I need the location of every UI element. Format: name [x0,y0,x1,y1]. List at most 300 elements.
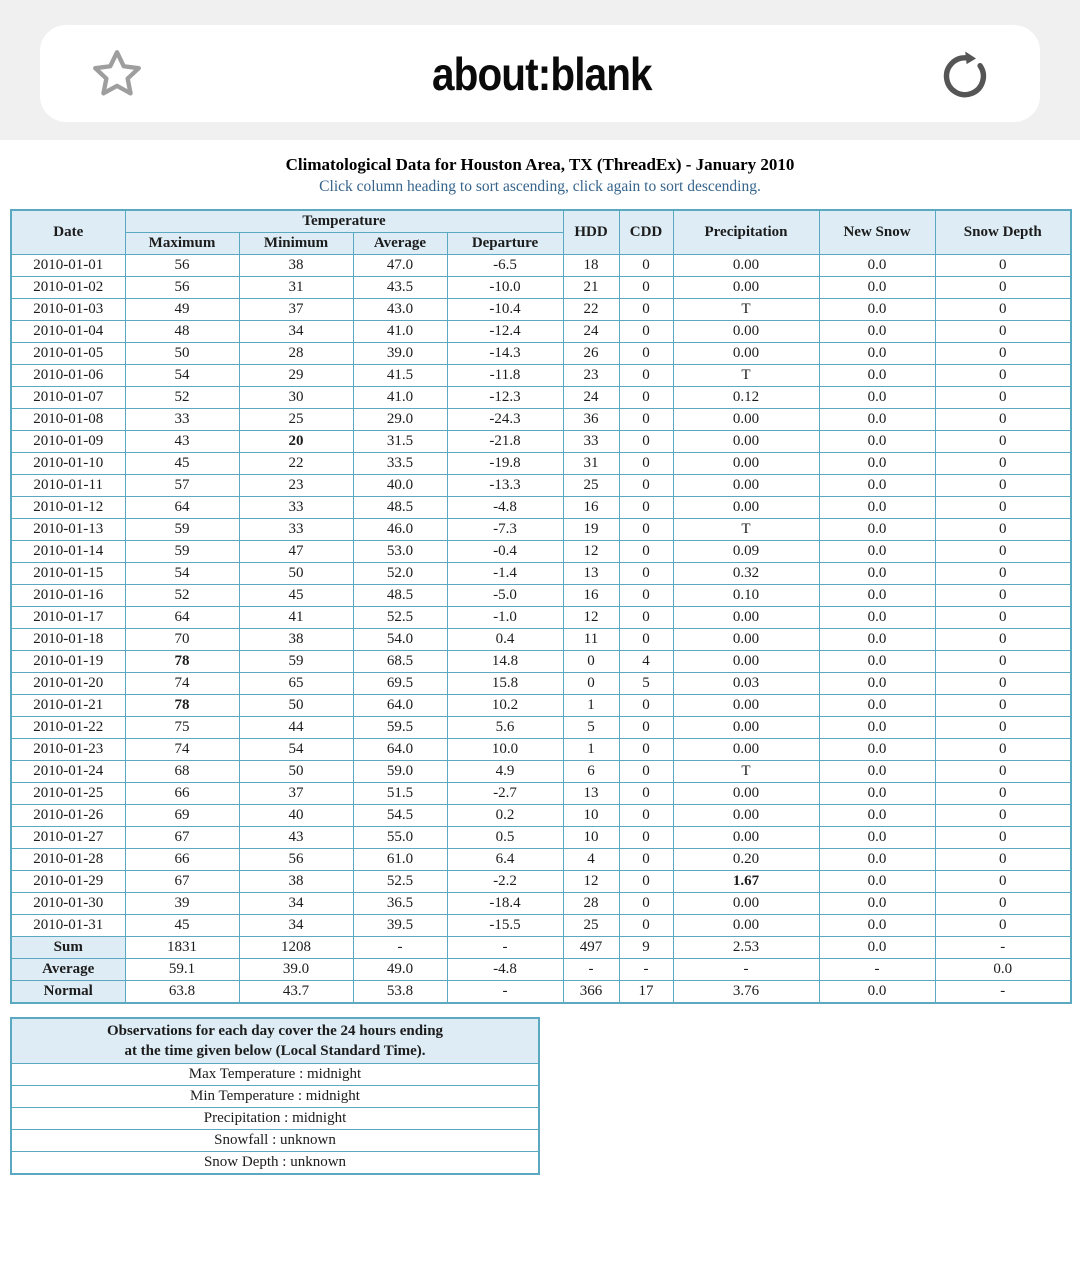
cell-precipitation: 0.00 [673,431,819,453]
cell-hdd: 0 [563,673,619,695]
cell-maximum: 70 [125,629,239,651]
table-row [11,255,1071,277]
cell-maximum: 52 [125,585,239,607]
cell-new-snow: 0.0 [819,981,935,1004]
cell-cdd: 0 [619,563,673,585]
cell-average: 55.0 [353,827,447,849]
cell-maximum: 75 [125,717,239,739]
cell-new-snow: 0.0 [819,893,935,915]
cell-hdd: 4 [563,849,619,871]
col-header-minimum[interactable]: Minimum [239,233,353,255]
cell-snow-depth: 0 [935,585,1071,607]
cell-hdd: 10 [563,827,619,849]
table-row [11,805,1071,827]
cell-maximum: 74 [125,739,239,761]
cell-average: 53.0 [353,541,447,563]
cell-hdd: 28 [563,893,619,915]
table-row [11,453,1071,475]
cell-average: 52.5 [353,871,447,893]
cell-snow-depth: - [935,937,1071,959]
cell-date: 2010-01-17 [11,607,125,629]
table-row [11,541,1071,563]
cell-average: 31.5 [353,431,447,453]
cell-minimum: 45 [239,585,353,607]
cell-departure: -4.8 [447,497,563,519]
cell-date: 2010-01-30 [11,893,125,915]
cell-maximum: 66 [125,783,239,805]
col-header-hdd[interactable]: HDD [563,210,619,255]
cell-maximum: 59.1 [125,959,239,981]
cell-minimum: 37 [239,299,353,321]
cell-precipitation: 0.10 [673,585,819,607]
cell-precipitation: 2.53 [673,937,819,959]
cell-snow-depth: 0 [935,563,1071,585]
cell-maximum: 43 [125,431,239,453]
cell-maximum: 57 [125,475,239,497]
cell-cdd: 0 [619,585,673,607]
cell-new-snow: 0.0 [819,343,935,365]
cell-cdd: 0 [619,541,673,563]
cell-departure: -10.4 [447,299,563,321]
cell-date: 2010-01-18 [11,629,125,651]
cell-maximum: 59 [125,541,239,563]
cell-new-snow: 0.0 [819,651,935,673]
cell-minimum: 38 [239,255,353,277]
cell-snow-depth: 0 [935,541,1071,563]
observation-row [11,1152,539,1175]
cell-precipitation: 0.00 [673,805,819,827]
observations-body [11,1064,539,1175]
cell-snow-depth: 0 [935,431,1071,453]
cell-departure: -13.3 [447,475,563,497]
cell-departure: - [447,937,563,959]
observation-value: Snowfall : unknown [11,1130,539,1152]
cell-new-snow: 0.0 [819,541,935,563]
cell-departure: -7.3 [447,519,563,541]
table-row [11,387,1071,409]
cell-departure: 4.9 [447,761,563,783]
cell-snow-depth: 0 [935,871,1071,893]
cell-hdd: 25 [563,475,619,497]
cell-maximum: 56 [125,277,239,299]
summary-label: Average [11,959,125,981]
cell-precipitation: 0.00 [673,607,819,629]
cell-snow-depth: 0 [935,321,1071,343]
cell-date: 2010-01-16 [11,585,125,607]
cell-departure: -12.3 [447,387,563,409]
cell-minimum: 33 [239,497,353,519]
col-header-cdd[interactable]: CDD [619,210,673,255]
cell-precipitation: 1.67 [673,871,819,893]
cell-minimum: 37 [239,783,353,805]
cell-precipitation: 0.00 [673,277,819,299]
refresh-icon[interactable] [938,47,992,101]
cell-average: 39.5 [353,915,447,937]
cell-new-snow: 0.0 [819,409,935,431]
cell-new-snow: 0.0 [819,629,935,651]
cell-new-snow: 0.0 [819,783,935,805]
table-body [11,255,1071,937]
cell-departure: -4.8 [447,959,563,981]
cell-cdd: 0 [619,409,673,431]
cell-precipitation: 0.20 [673,849,819,871]
cell-minimum: 25 [239,409,353,431]
cell-snow-depth: 0 [935,387,1071,409]
address-bar[interactable] [40,25,1040,122]
observations-header-line1: Observations for each day cover the 24 hours ending [106,1023,444,1039]
cell-date: 2010-01-26 [11,805,125,827]
cell-cdd: 0 [619,805,673,827]
cell-minimum: 22 [239,453,353,475]
cell-maximum: 50 [125,343,239,365]
table-row [11,827,1071,849]
cell-snow-depth: 0 [935,717,1071,739]
summary-row [11,981,1071,1004]
cell-snow-depth: 0.0 [935,959,1071,981]
cell-departure: 6.4 [447,849,563,871]
cell-hdd: 11 [563,629,619,651]
cell-precipitation: 0.00 [673,343,819,365]
cell-hdd: 31 [563,453,619,475]
col-header-new-snow[interactable]: New Snow [819,210,935,255]
cell-minimum: 34 [239,893,353,915]
observation-value: Precipitation : midnight [11,1108,539,1130]
cell-date: 2010-01-23 [11,739,125,761]
cell-new-snow: 0.0 [819,519,935,541]
cell-date: 2010-01-28 [11,849,125,871]
table-header [11,210,1071,255]
cell-hdd: 26 [563,343,619,365]
table-row [11,563,1071,585]
cell-cdd: 0 [619,607,673,629]
cell-precipitation: 0.00 [673,695,819,717]
cell-new-snow: 0.0 [819,937,935,959]
cell-snow-depth: 0 [935,497,1071,519]
cell-cdd: 0 [619,849,673,871]
summary-label: Normal [11,981,125,1004]
cell-average: 59.0 [353,761,447,783]
cell-departure: -12.4 [447,321,563,343]
cell-date: 2010-01-07 [11,387,125,409]
cell-maximum: 54 [125,563,239,585]
col-header-maximum[interactable]: Maximum [125,233,239,255]
cell-snow-depth: 0 [935,299,1071,321]
cell-new-snow: 0.0 [819,255,935,277]
cell-hdd: 21 [563,277,619,299]
cell-minimum: 54 [239,739,353,761]
cell-new-snow: 0.0 [819,277,935,299]
cell-average: 52.0 [353,563,447,585]
table-row [11,519,1071,541]
cell-snow-depth: 0 [935,519,1071,541]
cell-date: 2010-01-02 [11,277,125,299]
cell-minimum: 38 [239,871,353,893]
cell-date: 2010-01-31 [11,915,125,937]
cell-cdd: 5 [619,673,673,695]
cell-snow-depth: 0 [935,673,1071,695]
cell-precipitation: 0.00 [673,717,819,739]
cell-precipitation: 0.00 [673,783,819,805]
cell-new-snow: 0.0 [819,585,935,607]
cell-hdd: 33 [563,431,619,453]
col-header-precipitation[interactable]: Precipitation [673,210,819,255]
cell-minimum: 33 [239,519,353,541]
cell-average: 48.5 [353,497,447,519]
cell-precipitation: 0.00 [673,497,819,519]
cell-date: 2010-01-10 [11,453,125,475]
cell-departure: -0.4 [447,541,563,563]
cell-minimum: 28 [239,343,353,365]
col-header-average[interactable]: Average [353,233,447,255]
table-row [11,299,1071,321]
cell-cdd: 9 [619,937,673,959]
cell-snow-depth: 0 [935,409,1071,431]
cell-maximum: 74 [125,673,239,695]
cell-date: 2010-01-22 [11,717,125,739]
cell-snow-depth: 0 [935,651,1071,673]
col-header-snow-depth[interactable]: Snow Depth [935,210,1071,255]
cell-snow-depth: - [935,981,1071,1004]
cell-precipitation: 0.00 [673,409,819,431]
cell-new-snow: 0.0 [819,805,935,827]
cell-minimum: 44 [239,717,353,739]
cell-precipitation: 0.00 [673,651,819,673]
page-content [0,155,1080,1175]
cell-departure: 0.2 [447,805,563,827]
browser-chrome [0,0,1080,140]
cell-date: 2010-01-15 [11,563,125,585]
cell-departure: -1.4 [447,563,563,585]
cell-precipitation: 0.32 [673,563,819,585]
cell-departure: -11.8 [447,365,563,387]
cell-average: 33.5 [353,453,447,475]
cell-precipitation: T [673,299,819,321]
cell-date: 2010-01-06 [11,365,125,387]
cell-snow-depth: 0 [935,277,1071,299]
cell-departure: -2.7 [447,783,563,805]
summary-row [11,937,1071,959]
cell-cdd: 0 [619,915,673,937]
cell-average: 68.5 [353,651,447,673]
cell-average: 40.0 [353,475,447,497]
cell-average: 51.5 [353,783,447,805]
cell-precipitation: 0.00 [673,739,819,761]
observation-row [11,1130,539,1152]
cell-cdd: 0 [619,739,673,761]
col-group-temperature[interactable]: Temperature [125,210,563,233]
cell-average: 41.0 [353,387,447,409]
cell-maximum: 39 [125,893,239,915]
cell-new-snow: 0.0 [819,717,935,739]
cell-average: 36.5 [353,893,447,915]
cell-minimum: 43 [239,827,353,849]
cell-hdd: 366 [563,981,619,1004]
cell-minimum: 47 [239,541,353,563]
cell-snow-depth: 0 [935,739,1071,761]
cell-maximum: 45 [125,915,239,937]
cell-average: 54.5 [353,805,447,827]
cell-minimum: 50 [239,761,353,783]
cell-hdd: 0 [563,651,619,673]
cell-maximum: 33 [125,409,239,431]
cell-minimum: 41 [239,607,353,629]
cell-departure: -2.2 [447,871,563,893]
cell-maximum: 63.8 [125,981,239,1004]
cell-snow-depth: 0 [935,849,1071,871]
observation-row [11,1086,539,1108]
cell-average: 47.0 [353,255,447,277]
cell-average: 39.0 [353,343,447,365]
sort-instructions: Click column heading to sort ascending, click again to sort descending. [319,178,761,195]
table-row [11,695,1071,717]
cell-snow-depth: 0 [935,629,1071,651]
cell-average: 64.0 [353,695,447,717]
cell-new-snow: 0.0 [819,475,935,497]
cell-date: 2010-01-09 [11,431,125,453]
cell-maximum: 67 [125,827,239,849]
cell-cdd: 0 [619,717,673,739]
cell-maximum: 49 [125,299,239,321]
cell-snow-depth: 0 [935,761,1071,783]
cell-cdd: 0 [619,519,673,541]
cell-hdd: 36 [563,409,619,431]
cell-snow-depth: 0 [935,695,1071,717]
cell-cdd: 0 [619,761,673,783]
cell-cdd: 0 [619,629,673,651]
cell-departure: 10.2 [447,695,563,717]
table-row [11,893,1071,915]
cell-hdd: 25 [563,915,619,937]
cell-hdd: 12 [563,541,619,563]
cell-date: 2010-01-20 [11,673,125,695]
cell-hdd: 16 [563,585,619,607]
cell-cdd: 0 [619,827,673,849]
cell-precipitation: 0.12 [673,387,819,409]
table-summary [11,937,1071,1004]
cell-hdd: 6 [563,761,619,783]
cell-minimum: 40 [239,805,353,827]
cell-departure: -5.0 [447,585,563,607]
cell-date: 2010-01-03 [11,299,125,321]
observation-row [11,1064,539,1086]
cell-maximum: 78 [125,695,239,717]
table-row [11,673,1071,695]
cell-cdd: 0 [619,255,673,277]
cell-precipitation: 0.00 [673,453,819,475]
cell-cdd: 0 [619,893,673,915]
cell-hdd: 5 [563,717,619,739]
table-row [11,277,1071,299]
cell-maximum: 45 [125,453,239,475]
cell-precipitation: 3.76 [673,981,819,1004]
cell-cdd: 0 [619,431,673,453]
cell-departure: -14.3 [447,343,563,365]
cell-precipitation: T [673,519,819,541]
cell-snow-depth: 0 [935,255,1071,277]
cell-cdd: 0 [619,783,673,805]
cell-snow-depth: 0 [935,805,1071,827]
table-row [11,849,1071,871]
cell-average: 61.0 [353,849,447,871]
cell-departure: -6.5 [447,255,563,277]
cell-precipitation: T [673,761,819,783]
cell-departure: -19.8 [447,453,563,475]
cell-maximum: 52 [125,387,239,409]
page-title: Climatological Data for Houston Area, TX (ThreadEx) - January 2010 [285,155,795,174]
cell-average: 64.0 [353,739,447,761]
cell-departure: -15.5 [447,915,563,937]
observations-header-line2: at the time given below (Local Standard Time). [124,1043,426,1059]
cell-minimum: 34 [239,321,353,343]
url-text[interactable]: about:blank [432,47,652,100]
cell-new-snow: 0.0 [819,871,935,893]
cell-precipitation: T [673,365,819,387]
cell-minimum: 38 [239,629,353,651]
cell-precipitation: - [673,959,819,981]
cell-minimum: 59 [239,651,353,673]
cell-minimum: 29 [239,365,353,387]
col-header-date[interactable]: Date [11,210,125,255]
cell-date: 2010-01-13 [11,519,125,541]
cell-new-snow: 0.0 [819,827,935,849]
cell-departure: 0.5 [447,827,563,849]
table-row [11,409,1071,431]
table-row [11,497,1071,519]
table-row [11,607,1071,629]
cell-date: 2010-01-05 [11,343,125,365]
cell-minimum: 31 [239,277,353,299]
bookmark-star-icon[interactable] [88,45,146,103]
cell-new-snow: 0.0 [819,915,935,937]
cell-new-snow: 0.0 [819,563,935,585]
table-row [11,629,1071,651]
cell-date: 2010-01-25 [11,783,125,805]
cell-minimum: 39.0 [239,959,353,981]
table-row [11,739,1071,761]
cell-hdd: 22 [563,299,619,321]
col-header-departure[interactable]: Departure [447,233,563,255]
cell-precipitation: 0.00 [673,321,819,343]
cell-departure: 5.6 [447,717,563,739]
table-row [11,915,1071,937]
cell-cdd: 0 [619,497,673,519]
cell-minimum: 65 [239,673,353,695]
cell-minimum: 1208 [239,937,353,959]
cell-precipitation: 0.00 [673,475,819,497]
cell-hdd: - [563,959,619,981]
cell-average: 43.5 [353,277,447,299]
cell-cdd: 0 [619,343,673,365]
cell-snow-depth: 0 [935,915,1071,937]
cell-date: 2010-01-11 [11,475,125,497]
cell-maximum: 69 [125,805,239,827]
cell-cdd: 0 [619,475,673,497]
cell-new-snow: 0.0 [819,849,935,871]
cell-hdd: 10 [563,805,619,827]
cell-date: 2010-01-24 [11,761,125,783]
cell-hdd: 18 [563,255,619,277]
cell-date: 2010-01-12 [11,497,125,519]
cell-new-snow: 0.0 [819,761,935,783]
summary-row [11,959,1071,981]
cell-minimum: 43.7 [239,981,353,1004]
cell-snow-depth: 0 [935,607,1071,629]
cell-minimum: 20 [239,431,353,453]
cell-average: 43.0 [353,299,447,321]
cell-cdd: 0 [619,695,673,717]
cell-cdd: 0 [619,321,673,343]
cell-new-snow: 0.0 [819,299,935,321]
